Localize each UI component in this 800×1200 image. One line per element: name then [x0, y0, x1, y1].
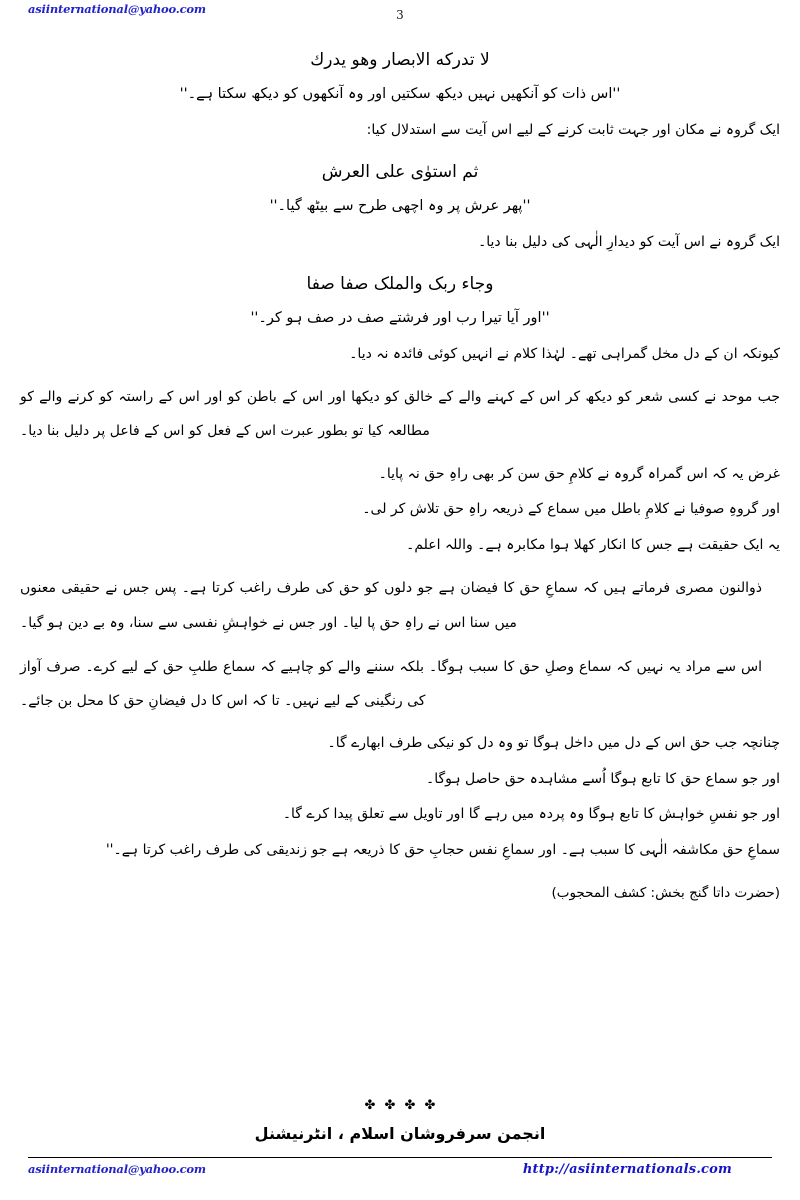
prose-line-3: کیونکہ ان کے دل مخل گمراہی تھے۔ لہٰذا کلام نے انہیں کوئی فائدہ نہ دیا۔	[349, 345, 780, 362]
star-ornament-icon: ✤	[424, 1098, 436, 1113]
prose-line-1: ایک گروہ نے مکان اور جہت ثابت کرنے کے لیے اس آیت سے استدلال کیا:	[366, 121, 780, 138]
prose-line-8: اور جو سماع حق کا تابع ہوگا اُسے مشاہدہ حق حاصل ہوگا۔	[426, 770, 780, 787]
star-ornament-icon: ✤	[364, 1098, 376, 1113]
paragraph-2: ذوالنون مصری فرماتے ہیں کہ سماعِ حق کا فیضان ہے جو دلوں کو حق کی طرف راغب کرتا ہے۔ پس جس نے حقیقی معنوں میں سنا اس نے راہِ حق پا لیا۔ اور جس نے خواہشِ نفسی سے سنا، وہ بے دین ہو گیا۔	[20, 580, 762, 631]
prose-line-10: سماعِ حق مکاشفہ الٰہی کا سبب ہے۔ اور سماعِ نفس حجابِ حق کا ذریعہ ہے جو زندیقی کی طرف راغب کرتا ہے۔''	[105, 841, 780, 858]
organization-name: انجمن سرفروشان اسلام ، انٹرنیشنل	[254, 1124, 546, 1143]
prose-line-2: ایک گروہ نے اس آیت کو دیدارِ الٰہی کی دلیل بنا دیا۔	[478, 233, 780, 250]
prose-line-6: یہ ایک حقیقت ہے جس کا انکار کھلا ہوا مکابرہ ہے۔ واللہ اعلم۔	[406, 536, 780, 553]
header-email-link[interactable]: asiinternational@yahoo.com	[28, 2, 206, 16]
verse-1-translation: ''اس ذات کو آنکھیں نہیں دیکھ سکتیں اور وہ آنکھوں کو دیکھ سکتا ہے۔''	[179, 86, 621, 103]
document-body	[20, 34, 780, 907]
prose-line-5: اور گروہِ صوفیا نے کلامِ باطل میں سماع کے ذریعہ راہِ حق تلاش کر لی۔	[362, 501, 780, 518]
ornament-divider	[0, 1096, 800, 1112]
footer-email-link[interactable]: asiinternational@yahoo.com	[28, 1162, 206, 1176]
quran-verse-1: لا تدركه الابصار وهو يدرك	[310, 50, 490, 70]
prose-line-7: چنانچہ جب حق اس کے دل میں داخل ہوگا تو وہ دل کو نیکی طرف ابھارے گا۔	[327, 735, 780, 752]
page-number: 3	[396, 8, 404, 22]
footer-website-link[interactable]: http://asiinternationals.com	[522, 1162, 732, 1177]
paragraph-1: جب موحد نے کسی شعر کو دیکھ کر اس کے کہنے والے کے خالق کو دیکھا اور اس کے باطن کو اور اس کے راستہ کو کرنے والے کو مطالعہ کیا تو بطور عبرت اس کے فعل کو اس کے فاعل پر دلیل بنا دیا۔	[20, 389, 780, 440]
page-header	[0, 0, 800, 30]
prose-line-4: غرض یہ کہ اس گمراہ گروہ نے کلامِ حق سن کر بھی راہِ حق نہ پایا۔	[378, 465, 780, 482]
star-ornament-icon: ✤	[384, 1098, 396, 1113]
verse-3-translation: ''اور آیا تیرا رب اور فرشتے صف در صف ہو کر۔''	[250, 310, 550, 327]
prose-line-9: اور جو نفسِ خواہش کا تابع ہوگا وہ پردہ میں رہے گا اور تاویل سے تعلق پیدا کرے گا۔	[282, 806, 780, 823]
quran-verse-3: وجاء ربک والملک صفا صفا	[306, 274, 494, 295]
footer-divider	[28, 1157, 772, 1158]
star-ornament-icon: ✤	[404, 1098, 416, 1113]
page-footer	[28, 1162, 772, 1186]
verse-2-translation: ''پھر عرش پر وہ اچھی طرح سے بیٹھ گیا۔''	[269, 198, 531, 215]
source-citation: (حضرت داتا گنج بخش: کشف المحجوب)	[551, 885, 780, 902]
paragraph-3: اس سے مراد یہ نہیں کہ سماع وصلِ حق کا سبب ہوگا۔ بلکہ سننے والے کو چاہیے کہ سماع طلبِ حق کے لیے کرے۔ صرف آواز کی رنگینی کے لیے نہیں۔ تا کہ اس کا دل فیضانِ حق کا محل بن جائے۔	[20, 658, 762, 710]
quran-verse-2: ثم استوٰی علی العرش	[321, 162, 479, 183]
